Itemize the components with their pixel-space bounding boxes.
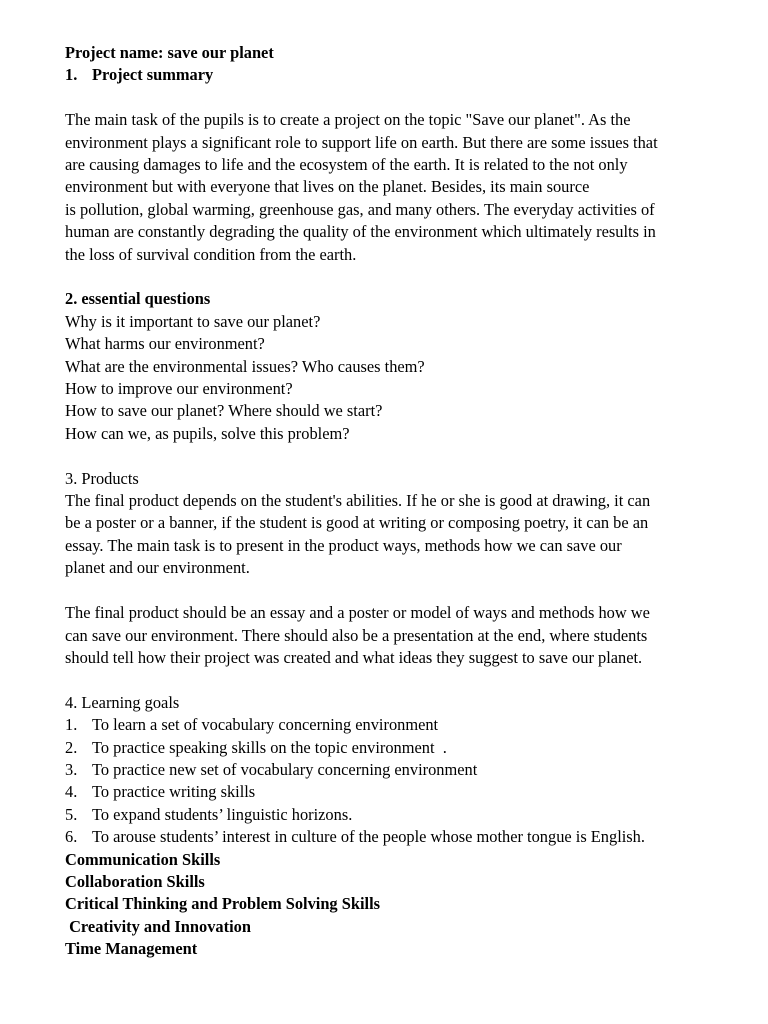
goal-number: 2. [65,737,78,757]
question-item: What harms our environment? [65,334,265,354]
goal-number: 4. [65,782,78,802]
questions-heading: 2. essential questions [65,289,211,309]
goal-text: To expand students’ linguistic horizons. [92,804,353,824]
products-line: planet and our environment. [65,558,250,578]
goal-text: To practice new set of vocabulary concerning environment [92,759,478,779]
document-page [65,42,725,961]
question-item: How can we, as pupils, solve this problem? [65,423,350,443]
goal-number: 6. [65,827,78,847]
summary-heading-text: Project summary [92,65,214,85]
question-item: What are the environmental issues? Who causes them? [65,356,425,376]
goal-text: To practice speaking skills on the topic environment . [92,737,447,757]
products-line: should tell how their project was created and what ideas they suggest to save our planet. [65,647,643,667]
goal-item [65,826,725,848]
skill-item: Time Management [65,939,198,959]
products-line: be a poster or a banner, if the student is good at writing or composing poetry, it can be an [65,513,649,533]
summary-heading [65,64,725,86]
goal-item [65,804,725,826]
summary-line: is pollution, global warming, greenhouse gas, and many others. The everyday activities of [65,199,655,219]
goal-text: To practice writing skills [92,782,256,802]
products-line: can save our environment. There should also be a presentation at the end, where students [65,625,648,645]
skill-item: Collaboration Skills [65,871,205,891]
goal-item [65,781,725,803]
products-line: essay. The main task is to present in the product ways, methods how we can save our [65,535,622,555]
summary-line: human are constantly degrading the quality of the environment which ultimately results in [65,222,656,242]
question-item: How to save our planet? Where should we start? [65,401,383,421]
goals-heading: 4. Learning goals [65,692,180,712]
goal-number: 5. [65,804,78,824]
question-item: Why is it important to save our planet? [65,311,321,331]
products-line: The final product depends on the student's abilities. If he or she is good at drawing, it can [65,491,651,511]
goal-item [65,737,725,759]
summary-paragraph [65,109,725,266]
goal-text: To learn a set of vocabulary concerning environment [92,715,439,735]
products-heading: 3. Products [65,468,139,488]
project-title: Project name: save our planet [65,43,274,62]
skill-item: Creativity and Innovation [65,916,251,936]
goal-item [65,759,725,781]
products-paragraph-1 [65,490,725,580]
summary-line: environment but with everyone that lives on the planet. Besides, its main source [65,177,590,197]
summary-line: The main task of the pupils is to create a project on the topic "Save our planet". As the [65,110,631,130]
question-item: How to improve our environment? [65,379,293,399]
skill-item: Critical Thinking and Problem Solving Skills [65,894,380,914]
products-paragraph-2 [65,602,725,669]
products-line: The final product should be an essay and a poster or model of ways and methods how we [65,603,650,623]
goal-number: 1. [65,715,78,735]
skill-item: Communication Skills [65,849,221,869]
skills-list [65,849,725,961]
goals-list [65,714,725,848]
summary-heading-number: 1. [65,65,78,85]
questions-list [65,311,725,445]
summary-line: environment plays a significant role to support life on earth. But there are some issues that [65,132,658,152]
summary-line: the loss of survival condition from the earth. [65,244,357,264]
goal-item [65,714,725,736]
goal-text: To arouse students’ interest in culture of the people whose mother tongue is English. [92,827,645,847]
summary-line: are causing damages to life and the ecosystem of the earth. It is related to the not only [65,155,628,175]
goal-number: 3. [65,759,78,779]
